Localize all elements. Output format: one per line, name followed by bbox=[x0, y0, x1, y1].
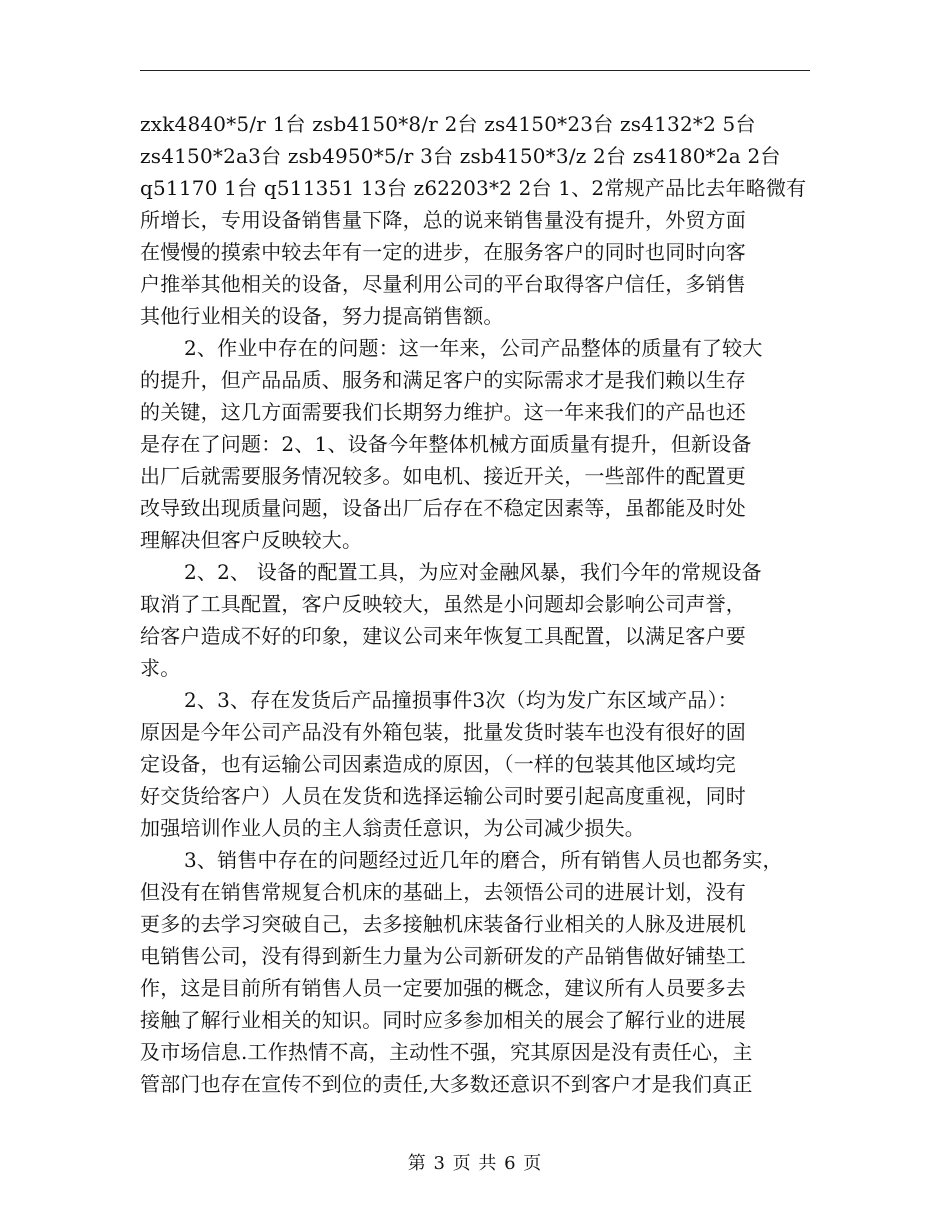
text-line: q51170 1台 q511351 13台 z62203*2 2台 1、2常规产品比去年略微有 bbox=[140, 176, 807, 200]
paragraph-start-line: 2、3、存在发货后产品撞损事件3次（均为发广东区域产品）： bbox=[184, 688, 738, 712]
text-line: 取消了工具配置，客户反映较大，虽然是小问题却会影响公司声誉， bbox=[140, 592, 746, 616]
text-line: 户推举其他相关的设备，尽量利用公司的平台取得客户信任，多销售 bbox=[140, 272, 746, 296]
text-line: zs4150*2a3台 zsb4950*5/r 3台 zsb4150*3/z 2台 zs4180*2a 2台 bbox=[140, 144, 781, 168]
text-line: 的提升，但产品品质、服务和满足客户的实际需求才是我们赖以生存 bbox=[140, 368, 746, 392]
text-line: 作，这是目前所有销售人员一定要加强的概念，建议所有人员要多去 bbox=[140, 976, 746, 1000]
text-line: 更多的去学习突破自己，去多接触机床装备行业相关的人脉及进展机 bbox=[140, 912, 746, 936]
paragraph-start-line: 2、2、 设备的配置工具，为应对金融风暴，我们今年的常规设备 bbox=[184, 560, 762, 584]
text-line: 及市场信息.工作热情不高，主动性不强，究其原因是没有责任心，主 bbox=[140, 1040, 753, 1064]
text-line: 加强培训作业人员的主人翁责任意识，为公司减少损失。 bbox=[140, 816, 645, 840]
text-line: 原因是今年公司产品没有外箱包装，批量发货时装车也没有很好的固 bbox=[140, 720, 746, 744]
document-body bbox=[140, 108, 820, 1100]
paragraph-start-line: 2、作业中存在的问题：这一年来，公司产品整体的质量有了较大 bbox=[184, 336, 763, 360]
text-line: 但没有在销售常规复合机床的基础上，去领悟公司的进展计划，没有 bbox=[140, 880, 746, 904]
text-line: zxk4840*5/r 1台 zsb4150*8/r 2台 zs4150*23台 zs4132*2 5台 bbox=[140, 112, 756, 136]
header-divider bbox=[140, 70, 810, 71]
paragraph-start-line: 3、销售中存在的问题经过近几年的磨合，所有销售人员也都务实， bbox=[184, 848, 783, 872]
text-line: 电销售公司，没有得到新生力量为公司新研发的产品销售做好铺垫工 bbox=[140, 944, 746, 968]
text-line: 所增长，专用设备销售量下降，总的说来销售量没有提升，外贸方面 bbox=[140, 208, 746, 232]
text-line: 求。 bbox=[140, 656, 181, 680]
text-line: 管部门也存在宣传不到位的责任,大多数还意识不到客户才是我们真正 bbox=[140, 1072, 753, 1096]
text-line: 给客户造成不好的印象，建议公司来年恢复工具配置，以满足客户要 bbox=[140, 624, 746, 648]
text-line: 改导致出现质量问题，设备出厂后存在不稳定因素等，虽都能及时处 bbox=[140, 496, 746, 520]
text-line: 是存在了问题：2、1、设备今年整体机械方面质量有提升，但新设备 bbox=[140, 432, 752, 456]
text-line: 理解决但客户反映较大。 bbox=[140, 528, 363, 552]
text-line: 定设备，也有运输公司因素造成的原因，（一样的包装其他区域均完 bbox=[140, 752, 736, 776]
text-line: 接触了解行业相关的知识。同时应多参加相关的展会了解行业的进展 bbox=[140, 1008, 746, 1032]
text-line: 其他行业相关的设备，努力提高销售额。 bbox=[140, 304, 504, 328]
text-line: 出厂后就需要服务情况较多。如电机、接近开关，一些部件的配置更 bbox=[140, 464, 746, 488]
page-number-footer: 第 3 页 共 6 页 bbox=[407, 1153, 543, 1174]
text-line: 好交货给客户）人员在发货和选择运输公司时要引起高度重视，同时 bbox=[140, 784, 746, 808]
text-line: 在慢慢的摸索中较去年有一定的进步，在服务客户的同时也同时向客 bbox=[140, 240, 746, 264]
text-line: 的关键，这几方面需要我们长期努力维护。这一年来我们的产品也还 bbox=[140, 400, 746, 424]
